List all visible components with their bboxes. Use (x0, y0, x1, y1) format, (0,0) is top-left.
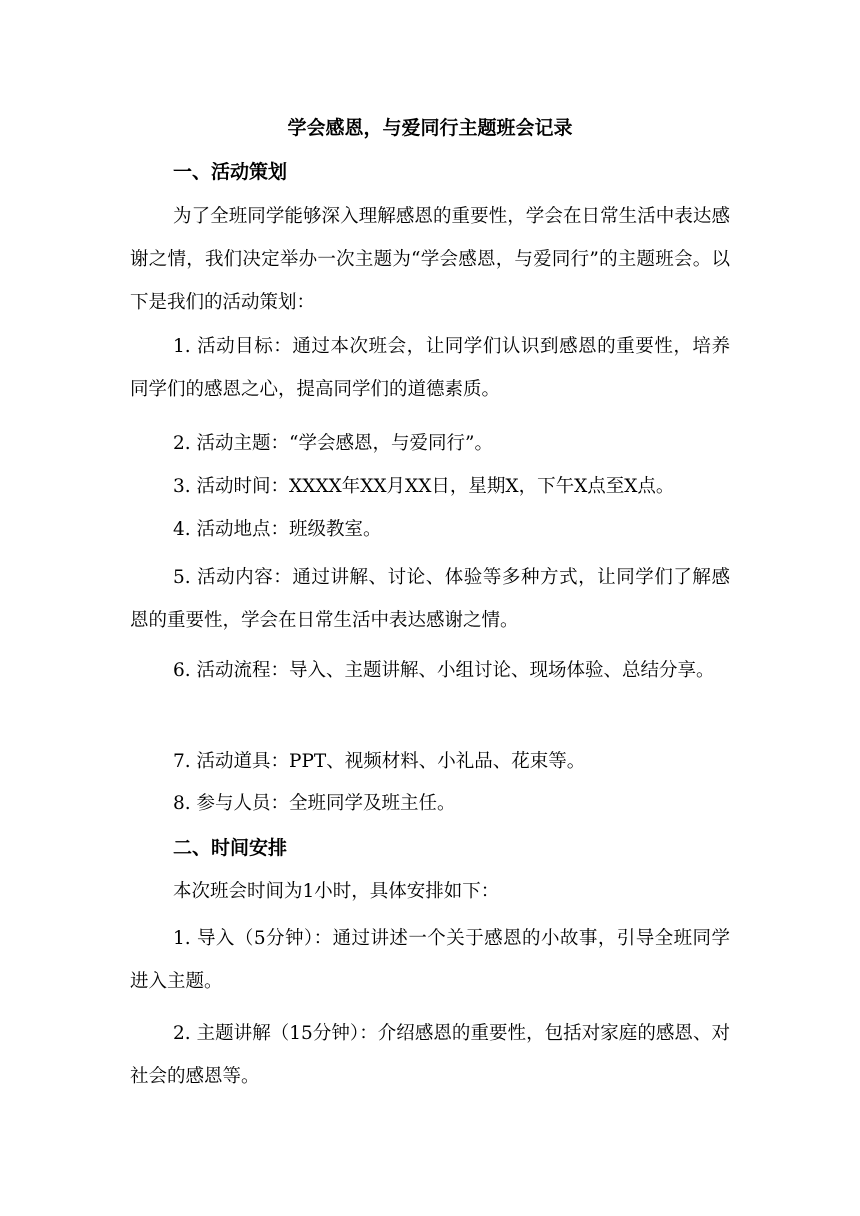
planning-item-goal: 1. 活动目标：通过本次班会，让同学们认识到感恩的重要性，培养同学们的感恩之心，提高同学们的道德素质。 (130, 336, 730, 400)
document-title: 学会感恩，与爱同行主题班会记录 (287, 117, 573, 139)
section-heading-schedule: 二、时间安排 (173, 837, 288, 859)
schedule-intro-paragraph: 本次班会时间为1小时，具体安排如下： (173, 881, 500, 902)
planning-item-time: 3. 活动时间：XXXX年XX月XX日，星期X，下午X点至X点。 (173, 476, 675, 497)
planning-item-content: 5. 活动内容：通过讲解、讨论、体验等多种方式，让同学们了解感恩的重要性，学会在日常生活中表达感谢之情。 (130, 567, 730, 631)
planning-item-process: 6. 活动流程：导入、主题讲解、小组讨论、现场体验、总结分享。 (173, 660, 715, 681)
planning-item-theme: 2. 活动主题：“学会感恩，与爱同行”。 (173, 433, 493, 454)
planning-item-participants: 8. 参与人员：全班同学及班主任。 (173, 793, 456, 814)
schedule-item-topic-lecture: 2. 主题讲解（15分钟）：介绍感恩的重要性，包括对家庭的感恩、对社会的感恩等。 (130, 1023, 730, 1087)
planning-item-location: 4. 活动地点：班级教室。 (173, 519, 382, 540)
planning-item-props: 7. 活动道具：PPT、视频材料、小礼品、花束等。 (173, 751, 586, 772)
planning-intro-paragraph: 为了全班同学能够深入理解感恩的重要性，学会在日常生活中表达感谢之情，我们决定举办一次主题为“学会感恩，与爱同行”的主题班会。以下是我们的活动策划： (130, 206, 730, 313)
section-heading-planning: 一、活动策划 (173, 161, 288, 183)
schedule-item-introduction: 1. 导入（5分钟）：通过讲述一个关于感恩的小故事，引导全班同学进入主题。 (130, 928, 730, 992)
